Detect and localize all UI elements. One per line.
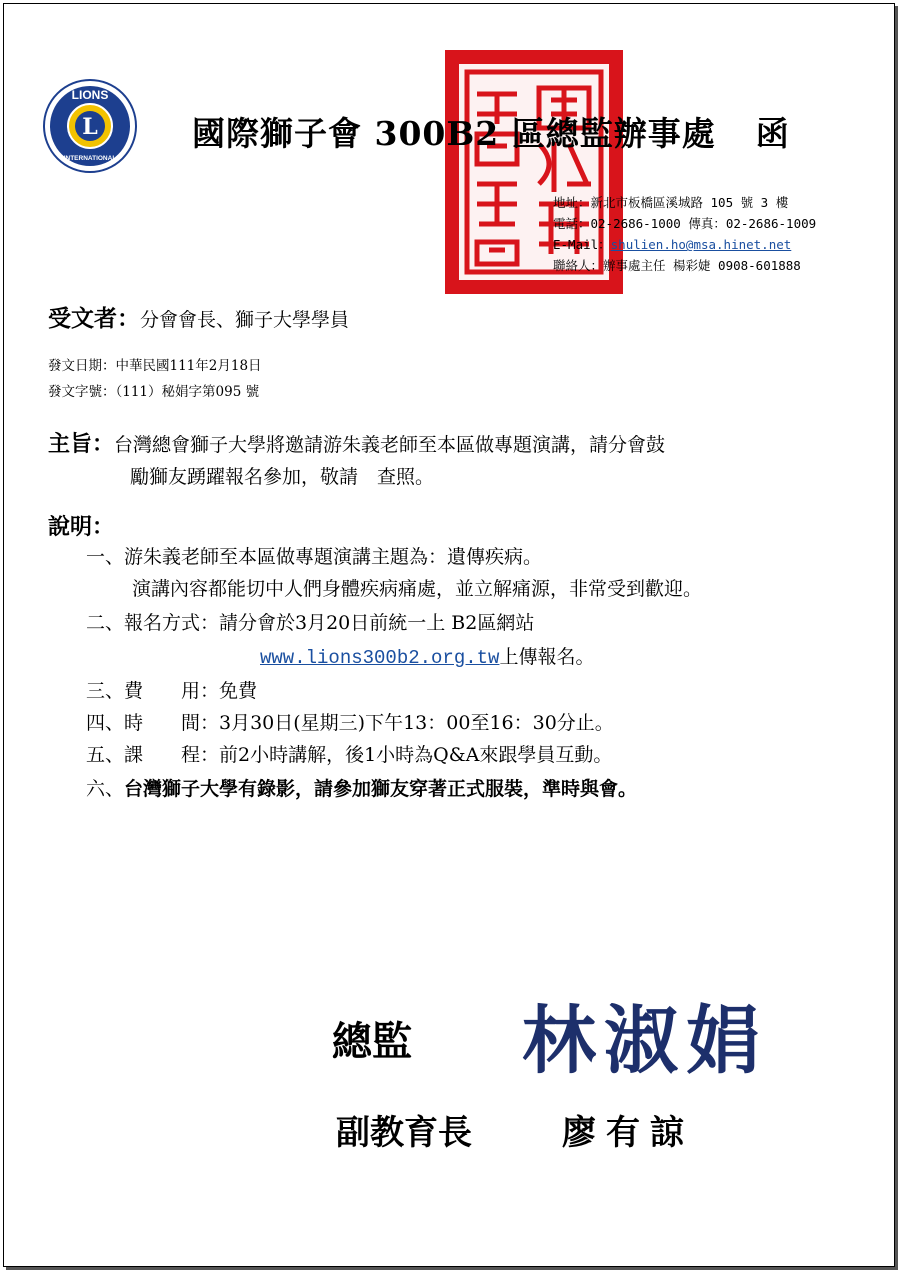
- desc-item-4: 四、時 間：3月30日(星期三)下午13：00至16：30分止。: [86, 712, 614, 734]
- subject-line-1: 台灣總會獅子大學將邀請游朱義老師至本區做專題演講，請分會鼓: [114, 434, 666, 456]
- deputy-name: 廖有諒: [562, 1113, 694, 1153]
- doc-type: 函: [755, 114, 790, 153]
- recipient-value: 分會會長、獅子大學學員: [140, 309, 350, 331]
- desc-item-3: 三、費 用：免費: [86, 680, 258, 702]
- svg-text:L: L: [82, 114, 98, 140]
- website-link[interactable]: www.lions300b2.org.tw: [260, 647, 500, 669]
- signature-role: 總監: [332, 1018, 412, 1065]
- desc-item-2-line-2: [260, 642, 594, 669]
- svg-text:LIONS: LIONS: [71, 88, 109, 102]
- recipient-label: 受文者：: [48, 305, 140, 332]
- signature-name: 林淑娟: [522, 998, 768, 1084]
- issue-date: 發文日期：中華民國111年2月18日: [48, 358, 262, 374]
- subject-label: 主旨：: [48, 431, 115, 457]
- office-name: 國際獅子會 300B2 區總監辦事處: [192, 114, 716, 153]
- subject-block: [48, 428, 665, 493]
- desc-item-6-prefix: 六、: [86, 778, 125, 800]
- desc-item-6-text: 台灣獅子大學有錄影，請參加獅友穿著正式服裝，準時與會。: [124, 778, 638, 800]
- description-label: 說明：: [48, 514, 115, 540]
- contact-block: [553, 192, 816, 276]
- email-link[interactable]: shulien.ho@msa.hinet.net: [610, 237, 792, 252]
- desc-item-1-line-2: 演講內容都能切中人們身體疾病痛處，並立解痛源，非常受到歡迎。: [132, 578, 703, 600]
- svg-text:INTERNATIONAL: INTERNATIONAL: [63, 155, 117, 162]
- desc-item-5: 五、課 程：前2小時講解，後1小時為Q&A來跟學員互動。: [86, 744, 613, 766]
- contact-address: 地址：新北市板橋區溪城路 105 號 3 樓: [553, 195, 789, 210]
- lions-logo: [42, 78, 138, 174]
- contact-person: 聯絡人：辦事處主任 楊彩婕 0908-601888: [553, 258, 801, 273]
- contact-email-row: [553, 234, 816, 255]
- issue-number: 發文字號：（111）秘娟字第095 號: [48, 384, 260, 400]
- desc-item-2-line-1: 二、報名方式：請分會於3月20日前統一上 B2區網站: [86, 612, 535, 634]
- deputy-role: 副教育長: [336, 1113, 472, 1153]
- email-label: E-Mail：: [553, 237, 611, 252]
- recipient: [48, 300, 349, 333]
- document-title: [192, 108, 790, 155]
- subject-line-2: 勵獅友踴躍報名參加，敬請 查照。: [130, 466, 435, 488]
- contact-phone: 電話：02-2686-1000 傳真：02-2686-1009: [553, 216, 817, 231]
- website-suffix: 上傳報名。: [499, 646, 595, 668]
- deputy-signature: [336, 1105, 694, 1154]
- desc-item-1-line-1: 一、游朱義老師至本區做專題演講主題為：遺傳疾病。: [86, 546, 543, 568]
- desc-item-6: [86, 774, 637, 801]
